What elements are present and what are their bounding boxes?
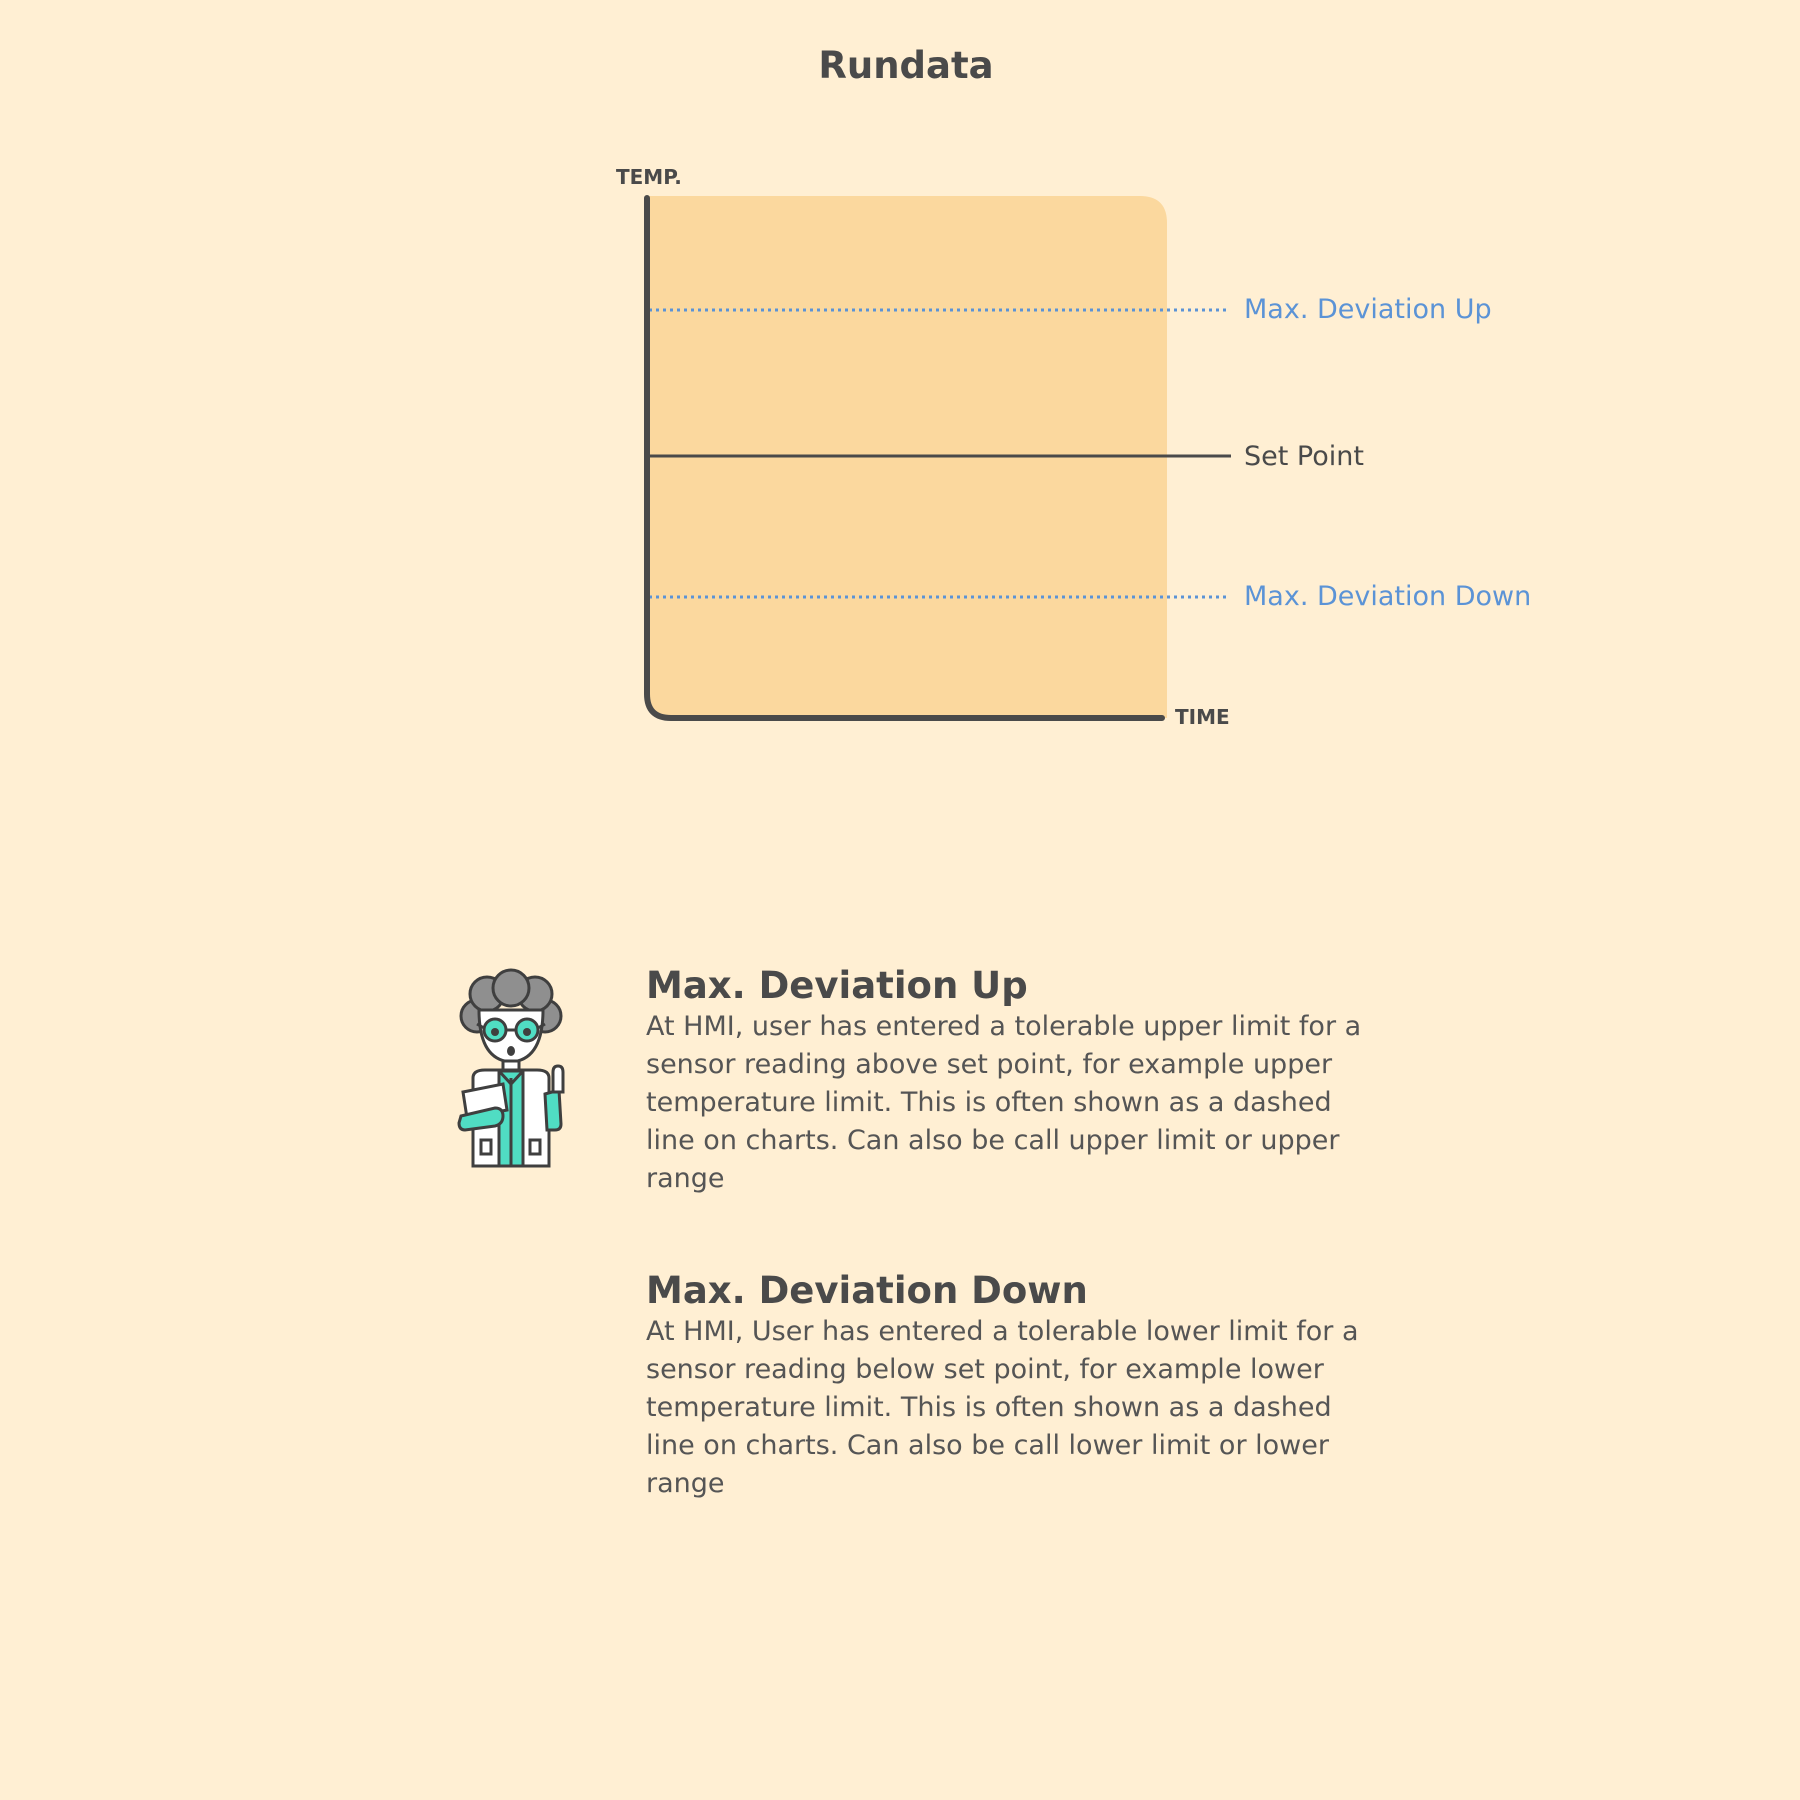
definition-text: At HMI, user has entered a tolerable upper limit for a sensor reading above set point, for example upper temperature limit. This is often shown as a dashed line on charts. Can also be call upper limit or upper range bbox=[646, 1011, 1362, 1194]
page-title: Rundata bbox=[818, 44, 994, 87]
definition-heading: Max. Deviation Down bbox=[646, 1269, 1088, 1312]
definition-heading: Max. Deviation Up bbox=[646, 964, 1028, 1007]
max-deviation-down-label: Max. Deviation Down bbox=[1244, 581, 1532, 612]
y-axis-label: TEMP. bbox=[616, 165, 682, 189]
definition-max-deviation-down bbox=[646, 1269, 1366, 1503]
x-axis-label: TIME bbox=[1175, 705, 1230, 729]
max-deviation-up-label: Max. Deviation Up bbox=[1244, 294, 1492, 325]
scientist-icon bbox=[455, 968, 575, 1173]
deviation-diagram bbox=[0, 0, 1800, 800]
definition-max-deviation-up bbox=[646, 964, 1366, 1198]
definition-text: At HMI, User has entered a tolerable lower limit for a sensor reading below set point, for example lower temperature limit. This is often shown as a dashed line on charts. Can also be call lower limit or lower range bbox=[646, 1316, 1359, 1499]
set-point-label: Set Point bbox=[1244, 441, 1364, 472]
